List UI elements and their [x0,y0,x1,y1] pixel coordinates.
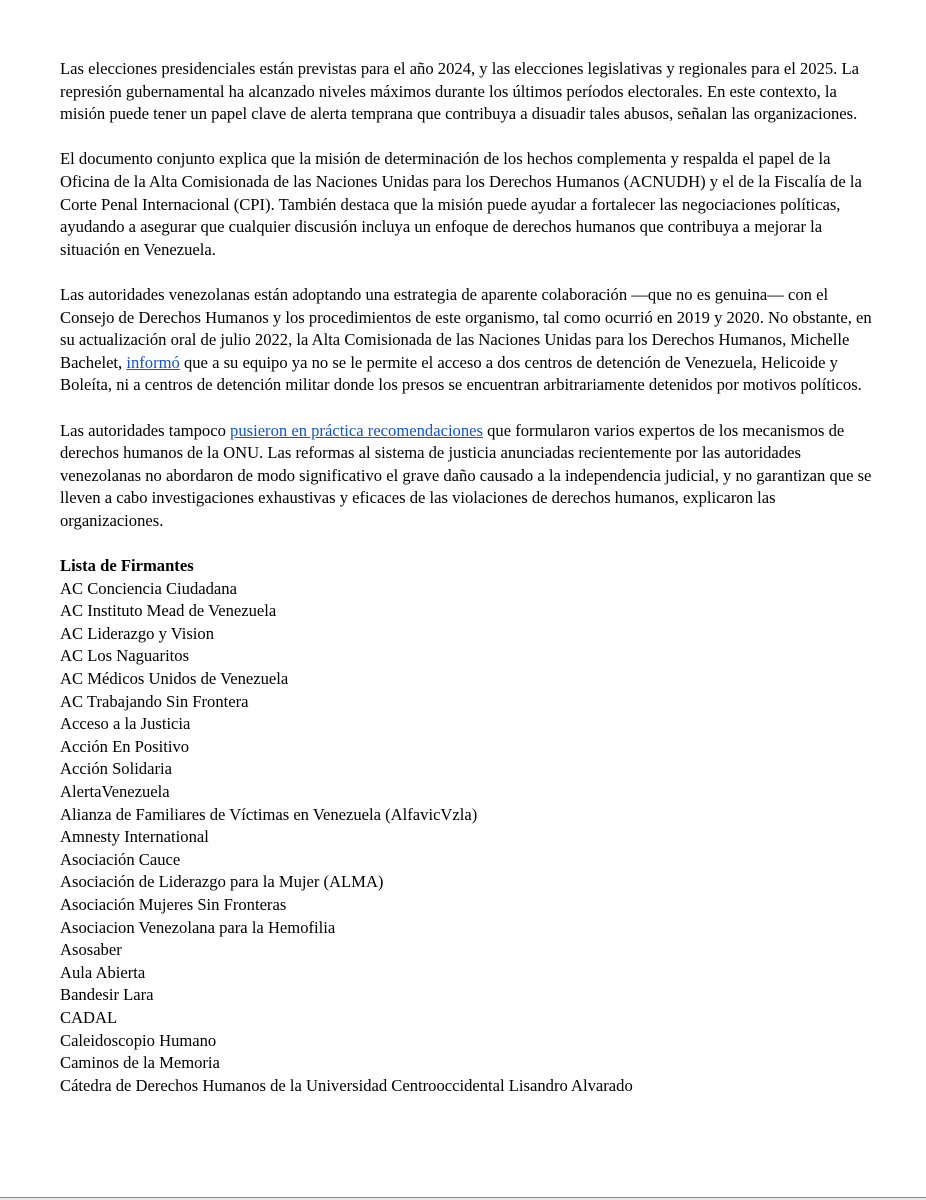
document-body [60,58,880,1097]
paragraph-text: Las elecciones presidenciales están previstas para el año 2024, y las elecciones legislativas y regionales para el 2025. La represión gubernamental ha alcanzado niveles máximos durante los últimos períodos electorales. En este contexto, la misión puede tener un papel clave de alerta temprana que contribuya a disuadir tales abusos, señalan las organizaciones. [60,59,859,124]
signer-item: Acción En Positivo [60,736,190,756]
paragraph-text: Las autoridades venezolanas están adoptando una estrategia de aparente colaboración —que no es genuina— con el Consejo de Derechos Humanos y los procedimientos de este organismo, tal como ocurrió en 2019 y 2020. No obstante, en su actualización oral de julio 2022, la Alta Comisionada de las Naciones Unidas para los Derechos Humanos, Michelle Bachelet, [60,284,872,372]
signer-item: Asociación Mujeres Sin Fronteras [60,894,287,914]
signers-list [60,578,880,1098]
paragraph [60,284,880,397]
signer-item: Acceso a la Justicia [60,714,191,734]
paragraph-text: que formularon varios expertos de los mecanismos de derechos humanos de la ONU. Las reformas al sistema de justicia anunciadas recientemente por las autoridades venezolanas no abordaron de modo significativo el grave daño causado a la independencia judicial, y no garantizan que se lleven a cabo investigaciones exhaustivas y eficaces de las violaciones de derechos humanos, explicaron las organizaciones. [60,420,872,530]
inline-link[interactable]: informó [126,352,180,372]
signer-item: CADAL [60,1007,118,1027]
signer-item: Amnesty International [60,827,209,847]
paragraph [60,58,880,126]
signer-item: Asociación de Liderazgo para la Mujer (ALMA) [60,872,384,892]
signer-item: Asociación Cauce [60,849,181,869]
signer-item: AC Los Naguaritos [60,646,190,666]
inline-link[interactable]: pusieron en práctica recomendaciones [230,420,483,440]
signer-item: Aula Abierta [60,962,146,982]
paragraphs-container [60,58,880,532]
signer-item: Alianza de Familiares de Víctimas en Venezuela (AlfavicVzla) [60,804,478,824]
signer-item: Caminos de la Memoria [60,1053,220,1073]
paragraph-text: que a su equipo ya no se le permite el acceso a dos centros de detención de Venezuela, Helicoide y Boleíta, ni a centros de detención militar donde los presos se encuentran arbitrariamente detenidos por motivos políticos. [60,352,862,395]
signer-item: AC Trabajando Sin Frontera [60,691,249,711]
signer-item: Asociacion Venezolana para la Hemofilia [60,917,336,937]
signer-item: Bandesir Lara [60,985,154,1005]
signer-item: Caleidoscopio Humano [60,1030,217,1050]
paragraph [60,420,880,533]
paragraph-text: El documento conjunto explica que la misión de determinación de los hechos complementa y respalda el papel de la Oficina de la Alta Comisionada de las Naciones Unidas para los Derechos Humanos (ACNUDH) y el de la Fiscalía de la Corte Penal Internacional (CPI). También destaca que la misión puede ayudar a fortalecer las negociaciones políticas, ayudando a asegurar que cualquier discusión incluya un enfoque de derechos humanos que contribuya a mejorar la situación en Venezuela. [60,149,862,259]
signer-item: AC Médicos Unidos de Venezuela [60,669,289,689]
signers-heading: Lista de Firmantes [60,556,194,576]
signer-item: AC Conciencia Ciudadana [60,578,237,598]
signer-item: Asosaber [60,940,122,960]
paragraph [60,148,880,261]
signer-item: AlertaVenezuela [60,782,170,801]
paragraph-text: Las autoridades tampoco [60,420,231,440]
signer-item: AC Liderazgo y Vision [60,623,215,643]
signer-item: Acción Solidaria [60,759,172,779]
signer-item: AC Instituto Mead de Venezuela [60,601,277,621]
signer-item: Cátedra de Derechos Humanos de la Universidad Centrooccidental Lisandro Alvarado [60,1075,633,1095]
